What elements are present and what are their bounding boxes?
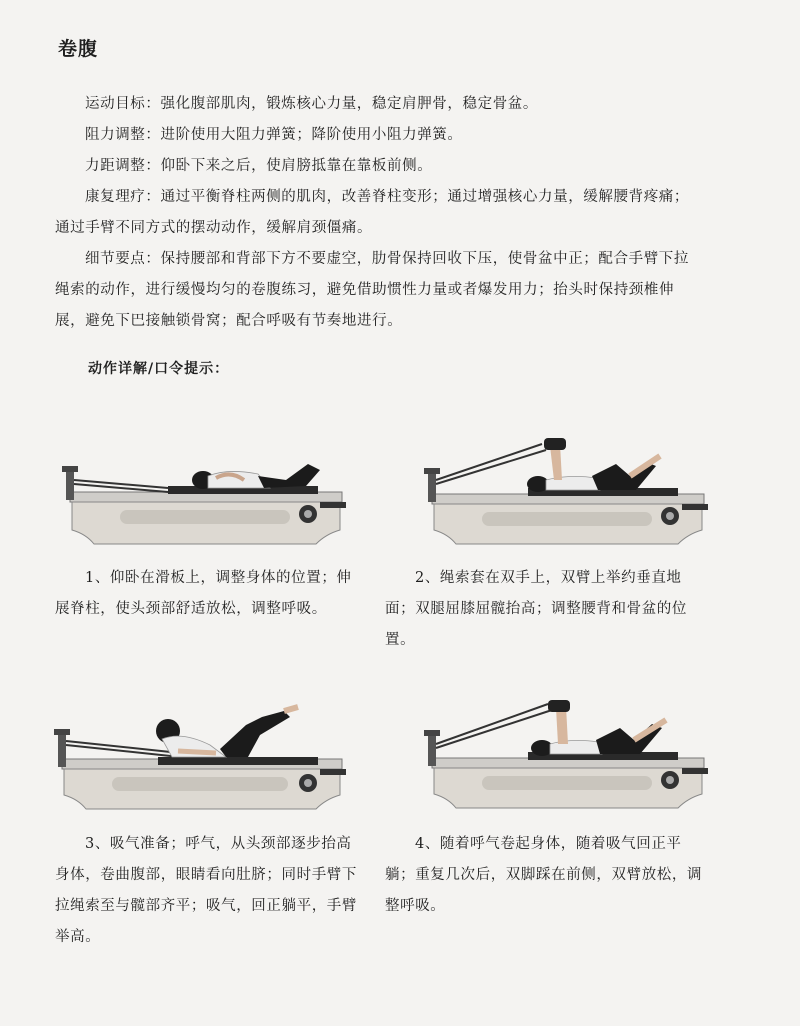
exercise-photo-4 (420, 690, 720, 817)
paragraph-goal: 运动目标：强化腹部肌肉，锻炼核心力量，稳定肩胛骨，稳定骨盆。 (85, 96, 538, 112)
step-1-caption: 1、仰卧在滑板上，调整身体的位置；伸展脊柱，使头颈部舒适放松，调整呼吸。 (55, 570, 352, 617)
paragraph-distance: 力距调整：仰卧下来之后，使肩膀抵靠在靠板前侧。 (85, 158, 433, 174)
paragraph-therapy: 康复理疗：通过平衡脊柱两侧的肌肉，改善脊柱变形；通过增强核心力量，缓解腰背疼痛；通过手臂不同方式的摆动动作，缓解肩颈僵痛。 (55, 189, 689, 236)
paragraph-resistance: 阻力调整：进阶使用大阻力弹簧；降阶使用小阻力弹簧。 (85, 127, 463, 143)
exercise-photo-3 (50, 695, 360, 817)
step-2-caption: 2、绳索套在双手上，双臂上举约垂直地面；双腿屈膝屈髋抬高；调整腰背和骨盆的位置。 (385, 570, 687, 648)
page-title: 卷腹 (58, 38, 99, 60)
exercise-photo-1 (58, 440, 358, 552)
exercise-photo-2 (420, 430, 720, 552)
paragraph-details: 细节要点：保持腰部和背部下方不要虚空，肋骨保持回收下压，使骨盆中正；配合手臂下拉绳索的动作，进行缓慢均匀的卷腹练习，避免借助惯性力量或者爆发用力；抬头时保持颈椎伸展，避免下巴接触锁骨窝；配合呼吸有节奏地进行。 (55, 251, 689, 329)
section-subtitle: 动作详解/口令提示： (88, 361, 230, 377)
step-4-caption: 4、随着呼气卷起身体，随着吸气回正平躺；重复几次后，双脚踩在前侧，双臂放松，调整呼吸。 (385, 836, 703, 914)
step-3-caption: 3、吸气准备；呼气，从头颈部逐步抬高身体，卷曲腹部，眼睛看向肚脐；同时手臂下拉绳索至与髋部齐平；吸气，回正躺平，手臂举高。 (55, 836, 357, 945)
